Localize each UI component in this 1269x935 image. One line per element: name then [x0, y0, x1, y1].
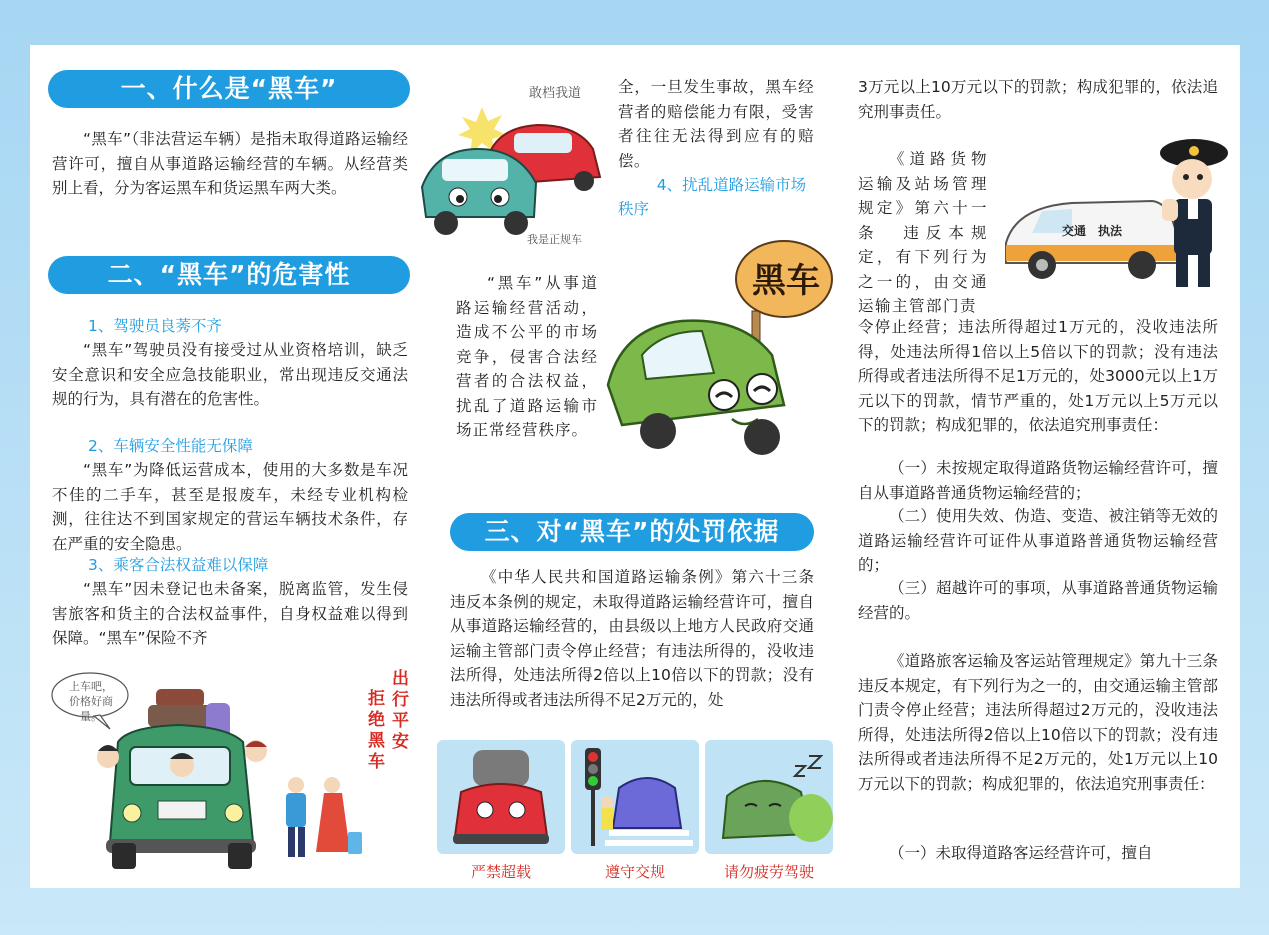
- section1-title: 一、什么是“黑车”: [48, 70, 410, 108]
- caption-obey-traffic: 遵守交规: [604, 863, 665, 881]
- section2-item3-heading: 3、乘客合法权益难以保障: [88, 556, 269, 574]
- legal-car-illustration: [418, 77, 608, 247]
- label-legal-car: 我是正规车: [527, 233, 582, 246]
- col2-continuation: 全，一旦发生事故，黑车经营者的赔偿能力有限，受害者往往无法得到应有的赔偿。: [618, 78, 814, 170]
- tile-no-fatigue: [705, 740, 833, 854]
- speech-bubble: [60, 679, 122, 724]
- section2-item3-text: “黑车”因未登记也未备案，脱离监管，发生侵害旅客和货主的合法权益事件，自身权益难以得到保障。“黑车”保险不齐: [52, 580, 408, 647]
- freight-regulation-rest: 令停止经营；违法所得超过1万元的，没收违法所得，处违法所得1倍以上5倍以下的罚款；没有违法所得或者违法所得不足1万元的，处3000元以上1万元以下的罚款，情节严重的，处1万元以上5万元以下的罚款；构成犯罪的，依法追究刑事责任：: [858, 318, 1218, 434]
- label-dare-block: 敢档我道: [529, 86, 582, 101]
- freight-regulation-intro: 《道路货物运输及站场管理规定》第六十一条 违反本规定，有下列行为之一的，由交通运输主管部门责: [858, 150, 988, 315]
- police-car-illustration: [1002, 133, 1228, 293]
- passenger-item-1: （一）未取得道路客运经营许可，擅自: [889, 844, 1153, 862]
- section2-item4-heading: 4、扰乱道路运输市场秩序: [618, 176, 807, 218]
- section2-item2-heading: 2、车辆安全性能无保障: [88, 437, 253, 455]
- col3-continuation: 3万元以上10万元以下的罚款；构成犯罪的，依法追究刑事责任。: [858, 78, 1218, 121]
- section2-item1-text: “黑车”驾驶员没有接受过从业资格培训，缺乏安全意识和安全应急技能职业，常出现违反交通法规的行为，具有潜在的危害性。: [52, 341, 408, 408]
- black-car-sign-text: 黑车: [752, 261, 820, 301]
- section2-item4-text: “黑车”从事道路运输经营活动，造成不公平的市场竞争，侵害合法经营者的合法权益，扰乱了道路运输市场正常经营秩序。: [456, 274, 598, 439]
- black-car-solicit-illustration: [48, 667, 414, 872]
- police-car-label: 交通 执法: [1062, 224, 1123, 238]
- section2-item2-text: “黑车”为降低运营成本，使用的大多数是车况不佳的二手车，甚至是报废车，未经专业机构检测，往往达不到国家规定的营运车辆技术条件，存在严重的安全隐患。: [52, 461, 408, 553]
- tile-no-overload: [437, 740, 565, 854]
- section3-body: 《中华人民共和国道路运输条例》第六十三条 违反本条例的规定，未取得道路运输经营许可，擅自从事道路运输经营的，由县级以上地方人民政府交通运输主管部门责令停止经营；有违法所得的，没收违法所得，处违法所得2倍以上10倍以下的罚款；没有违法所得或者违法所得不足2万元的，处: [450, 568, 830, 709]
- section2-title: 二、“黑车”的危害性: [48, 256, 410, 294]
- section1-body: “黑车”（非法营运车辆）是指未取得道路运输经营许可，擅自从事道路运输经营的车辆。从经营类别上看，分为客运黑车和货运黑车两大类。: [52, 130, 408, 197]
- speech-line-1: 上车吧，: [69, 680, 113, 693]
- freight-item-2: （二）使用失效、伪造、变造、被注销等无效的道路运输经营许可证件从事道路普通货物运输经营的；: [858, 507, 1218, 574]
- section3-title: 三、对“黑车”的处罚依据: [450, 513, 814, 551]
- section2-item1-heading: 1、驾驶员良莠不齐: [88, 317, 222, 335]
- black-car-sign-illustration: [602, 235, 838, 461]
- tile-obey-traffic: [571, 740, 699, 854]
- brochure-sheet: [30, 45, 1240, 888]
- freight-item-3: （三）超越许可的事项，从事道路普通货物运输经营的。: [858, 579, 1218, 622]
- caption-no-overload: 严禁超载: [470, 863, 531, 881]
- passenger-regulation-text: 《道路旅客运输及客运站管理规定》第九十三条 违反本规定，有下列行为之一的，由交通运输主管部门责令停止经营；违法所得超过2万元的，没收违法所得，处违法所得2倍以上10倍以下的罚款；没有违法所得或者违法所得不足2万元的，处1万元以上10万元以下的罚款；构成犯罪的，依法追究刑事责任：: [858, 652, 1234, 793]
- caption-no-fatigue: 请勿疲劳驾驶: [723, 863, 814, 881]
- freight-item-1: （一）未按规定取得道路货物运输经营许可，擅自从事道路普通货物运输经营的；: [858, 459, 1218, 502]
- speech-line-2: 价格好商量。: [69, 695, 113, 723]
- slogan-travel-safe: 出行平安: [392, 669, 409, 752]
- slogan-refuse-black-car: 拒绝黑车: [368, 689, 385, 772]
